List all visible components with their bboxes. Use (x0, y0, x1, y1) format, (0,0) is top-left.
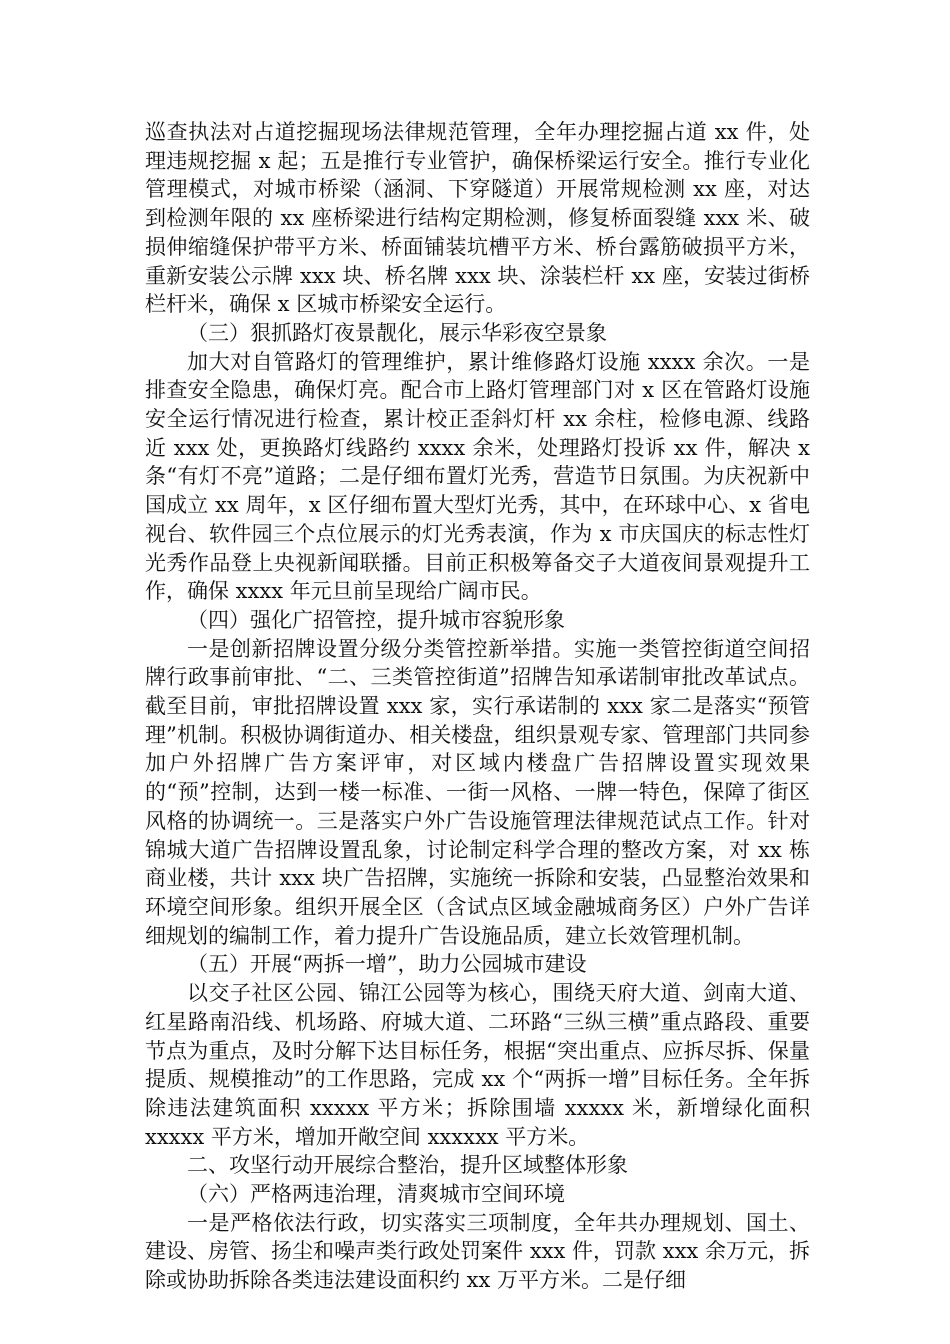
paragraph-streetlights: 加大对自管路灯的管理维护，累计维修路灯设施 xxxx 余次。一是排查安全隐患，确保灯亮。配合市上路灯管理部门对 x 区在管路灯设施安全运行情况进行检查，累计校正歪斜灯杆 xx 余柱，检修电源、线路近 xxx 处，更换路灯线路约 xxxx 余米，处理路灯投诉 xx 件，解决 x 条“有灯不亮”道路；二是仔细布置灯光秀，营造节日氛围。为庆祝新中国成立 xx 周年，x 区仔细布置大型灯光秀，其中，在环球中心、x 省电视台、软件园三个点位展示的灯光秀表演，作为 x 市庆国庆的标志性灯光秀作品登上央视新闻联播。目前正积极筹备交子大道夜间景观提升工作，确保 xxxx 年元旦前呈现给广阔市民。 (145, 349, 810, 604)
heading-illegal-construction: （六）严格两违治理，清爽城市空间环境 (187, 1182, 565, 1207)
paragraph-signage-control: 一是创新招牌设置分级分类管控新举措。实施一类管控街道空间招牌行政事前审批、“二、三类管控街道”招牌告知承诺制审批改革试点。截至目前，审批招牌设置 xxx 家，实行承诺制的 xxx 家二是落实“预管理”机制。积极协调街道办、相关楼盘，组织景观专家、管理部门共同参加户外招牌广告方案评审，对区域内楼盘广告招牌设置实现效果的“预”控制，达到一楼一标准、一街一风格、一牌一特色，保障了街区风格的协调统一。三是落实户外广告设施管理法律规范试点工作。针对锦城大道广告招牌设置乱象，讨论制定科学合理的整改方案，对 xx 栋商业楼，共计 xxx 块广告招牌，实施统一拆除和安装，凸显整治效果和环境空间形象。组织开展全区（含试点区域金融城商务区）户外广告详细规划的编制工作，着力提升广告设施品质，建立长效管理机制。 (145, 636, 810, 948)
paragraph-bridge-maintenance: 巡查执法对占道挖掘现场法律规范管理，全年办理挖掘占道 xx 件，处理违规挖掘 x 起；五是推行专业管护，确保桥梁运行安全。推行专业化管理模式，对城市桥梁（涵洞、下穿隧道）开展常规检测 xx 座，对达到检测年限的 xx 座桥梁进行结构定期检测，修复桥面裂缝 xxx 米、破损伸缩缝保护带平方米、桥面铺装坑槽平方米、桥台露筋破损平方米，重新安装公示牌 xxx 块、桥名牌 xxx 块、涂装栏杆 xx 座，安装过街桥栏杆米，确保 x 区城市桥梁安全运行。 (145, 120, 810, 317)
heading-signage-control: （四）强化广招管控，提升城市容貌形象 (187, 607, 565, 632)
paragraph-illegal-construction: 一是严格依法行政，切实落实三项制度，全年共办理规划、国土、建设、房管、扬尘和噪声类行政处罚案件 xxx 件，罚款 xxx 余万元，拆除或协助拆除各类违法建设面积约 xx 万平方米。二是仔细 (145, 1210, 810, 1293)
heading-streetlights: （三）狠抓路灯夜景靓化，展示华彩夜空景象 (187, 320, 607, 345)
paragraph-two-demolish-one-add: 以交子社区公园、锦江公园等为核心，围绕天府大道、剑南大道、红星路南沿线、机场路、府城大道、二环路“三纵三横”重点路段、重要节点为重点，及时分解下达目标任务，根据“突出重点、应拆尽拆、保量提质、规模推动”的工作思路，完成 xx 个“两拆一增”目标任务。全年拆除违法建筑面积 xxxxx 平方米；拆除围墙 xxxxx 米，新增绿化面积 xxxxx 平方米，增加开敞空间 xxxxxx 平方米。 (145, 981, 810, 1149)
document-page (145, 118, 810, 1295)
heading-two-demolish-one-add: （五）开展“两拆一增”，助力公园城市建设 (187, 952, 587, 977)
heading-section-two: 二、攻坚行动开展综合整治，提升区域整体形象 (187, 1153, 628, 1178)
